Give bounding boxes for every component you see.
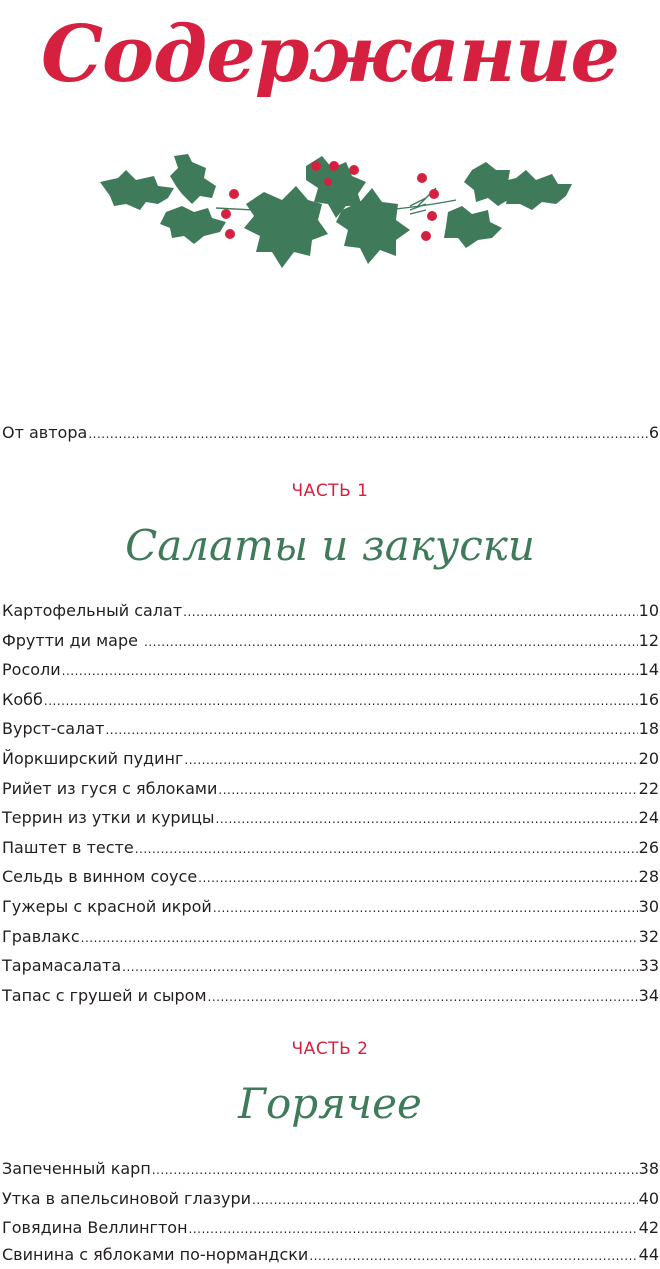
toc-entry[interactable] [2, 894, 659, 920]
toc-entry-page: 12 [638, 631, 659, 650]
part-1-title: Салаты и закуски [125, 521, 535, 570]
toc-entry-page: 38 [638, 1159, 659, 1178]
page-title: Содержание [40, 9, 620, 100]
toc-entry-title: Паштет в тесте [2, 838, 134, 857]
dot-leader [183, 599, 638, 625]
toc-entry-page: 40 [638, 1189, 659, 1208]
toc-entry-page: 20 [638, 749, 659, 768]
toc-entry[interactable] [2, 805, 659, 831]
toc-entry[interactable] [2, 864, 659, 890]
dot-leader [62, 658, 638, 684]
toc-entry-page: 44 [638, 1245, 659, 1264]
toc-entry-page: 18 [638, 719, 659, 738]
dot-leader [122, 954, 637, 980]
toc-entry-page: 28 [638, 867, 659, 886]
toc-entry[interactable] [2, 953, 659, 979]
part-1-label: ЧАСТЬ 1 [291, 481, 369, 501]
toc-entry-title: Кобб [2, 690, 43, 709]
dot-leader [309, 1243, 637, 1269]
dot-leader [44, 688, 638, 714]
toc-entry[interactable] [2, 716, 659, 742]
toc-entry-title: От автора [2, 423, 88, 442]
toc-entry-page: 33 [638, 956, 659, 975]
toc-entry-title: Картофельный салат [2, 601, 183, 620]
toc-entry-title: Говядина Веллингтон [2, 1218, 188, 1237]
toc-entry[interactable] [2, 598, 659, 624]
toc-entry-page: 16 [638, 690, 659, 709]
toc-entry-page: 14 [638, 660, 659, 679]
toc-entry-title: Гравлакс [2, 927, 80, 946]
toc-entry[interactable] [2, 657, 659, 683]
toc-entry-title: Террин из утки и курицы [2, 808, 215, 827]
dot-leader [88, 421, 648, 447]
toc-entry-title: Запеченный карп [2, 1159, 151, 1178]
toc-entry[interactable] [2, 746, 659, 772]
part-2-title: Горячее [238, 1079, 422, 1128]
toc-entry[interactable] [2, 687, 659, 713]
toc-entry[interactable] [2, 983, 659, 1009]
toc-entry-title: Рийет из гуся с яблоками [2, 779, 218, 798]
dot-leader [216, 806, 638, 832]
dot-leader [189, 1216, 638, 1242]
dot-leader [213, 895, 638, 921]
toc-entry-title: Йоркширский пудинг [2, 749, 184, 768]
toc-entry-page: 32 [638, 927, 659, 946]
toc-entry-page: 26 [638, 838, 659, 857]
toc-entry-page: 30 [638, 897, 659, 916]
part-2-label: ЧАСТЬ 2 [291, 1039, 369, 1059]
toc-entry-title: Фрутти ди маре [2, 631, 144, 650]
toc-entry[interactable] [2, 776, 659, 802]
holly-garland-icon [96, 148, 574, 280]
toc-entry[interactable] [2, 924, 659, 950]
dot-leader [105, 717, 637, 743]
toc-entry-page: 34 [638, 986, 659, 1005]
toc-entry-title: Вурст-салат [2, 719, 105, 738]
dot-leader [218, 777, 637, 803]
dot-leader [208, 984, 638, 1010]
toc-entry-page: 6 [648, 423, 659, 442]
toc-entry-title: Тапас с грушей и сыром [2, 986, 207, 1005]
toc-entry[interactable] [2, 1186, 659, 1212]
toc-entry[interactable] [2, 1242, 659, 1268]
toc-entry-page: 42 [638, 1218, 659, 1237]
toc-entry-title: Росоли [2, 660, 61, 679]
toc-entry-title: Утка в апельсиновой глазури [2, 1189, 252, 1208]
toc-entry-intro[interactable] [2, 420, 659, 446]
dot-leader [184, 747, 637, 773]
toc-entry-page: 22 [638, 779, 659, 798]
toc-entry[interactable] [2, 1156, 659, 1182]
toc-entry[interactable] [2, 628, 659, 654]
toc-entry-page: 24 [638, 808, 659, 827]
toc-entry-page: 10 [638, 601, 659, 620]
dot-leader [135, 836, 638, 862]
toc-entry-title: Гужеры с красной икрой [2, 897, 212, 916]
dot-leader [144, 629, 638, 655]
dot-leader [81, 925, 638, 951]
toc-entry-title: Свинина с яблоками по-нормандски [2, 1245, 309, 1264]
dot-leader [198, 865, 637, 891]
toc-entry-title: Сельдь в винном соусе [2, 867, 198, 886]
dot-leader [152, 1157, 638, 1183]
dot-leader [252, 1187, 638, 1213]
toc-entry-title: Тарамасалата [2, 956, 122, 975]
toc-entry[interactable] [2, 1215, 659, 1241]
toc-entry[interactable] [2, 835, 659, 861]
